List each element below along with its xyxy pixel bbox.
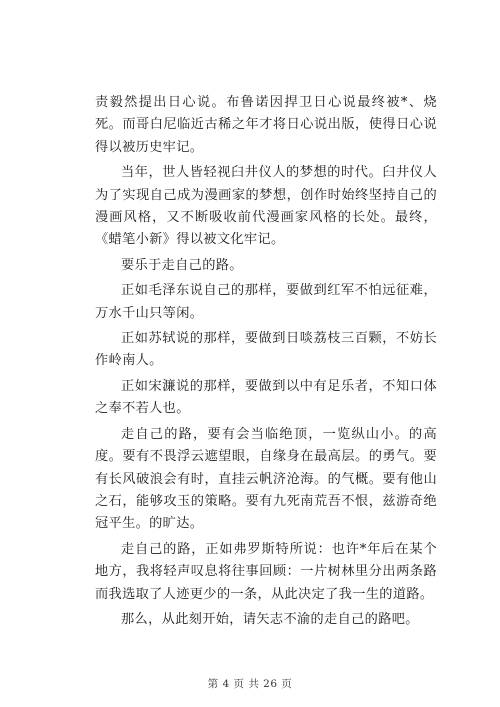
page-number-footer: 第 4 页 共 26 页	[207, 678, 293, 690]
paragraph: 走自己的路，要有会当临绝顶，一览纵山小。的高度。要有不畏浮云遮望眼，自缘身在最高层。的勇气。要有长风破浪会有时，直挂云帆济沧海。的气概。要有他山之石，能够攻玉的策略。要有九死南荒吾不恨，兹游奇绝冠平生。的旷达。	[95, 426, 437, 532]
paragraph: 正如宋濂说的那样，要做到以中有足乐者，不知口体之奉不若人也。	[95, 378, 437, 417]
paragraph: 正如毛泽东说自己的那样，要做到红军不怕远征难，万水千山只等闲。	[95, 283, 437, 321]
paragraph: 走自己的路，正如弗罗斯特所说：也许*年后在某个地方，我将轻声叹息将往事回顾：一片树林里分出两条路而我选取了人迹更少的一条，从此决定了我一生的道路。	[95, 541, 437, 602]
paragraph: 当年，世人皆轻视臼井仪人的梦想的时代。臼井仪人为了实现自己成为漫画家的梦想，创作时始终坚持自己的漫画风格，又不断吸收前代漫画家风格的长处。最终，《蜡笔小新》得以被文化牢记。	[95, 165, 437, 248]
paragraph: 那么，从此刻开始，请矢志不渝的走自己的路吧。	[121, 611, 419, 627]
paragraph: 正如苏轼说的那样，要做到日啖荔枝三百颗，不妨长作岭南人。	[95, 331, 437, 369]
paragraph: 责毅然提出日心说。布鲁诺因捍卫日心说最终被*、烧死。而哥白尼临近古稀之年才将日心说出版，使得日心说得以被历史牢记。	[95, 95, 437, 155]
document-body	[95, 92, 437, 634]
paragraph: 要乐于走自己的路。	[121, 257, 243, 273]
